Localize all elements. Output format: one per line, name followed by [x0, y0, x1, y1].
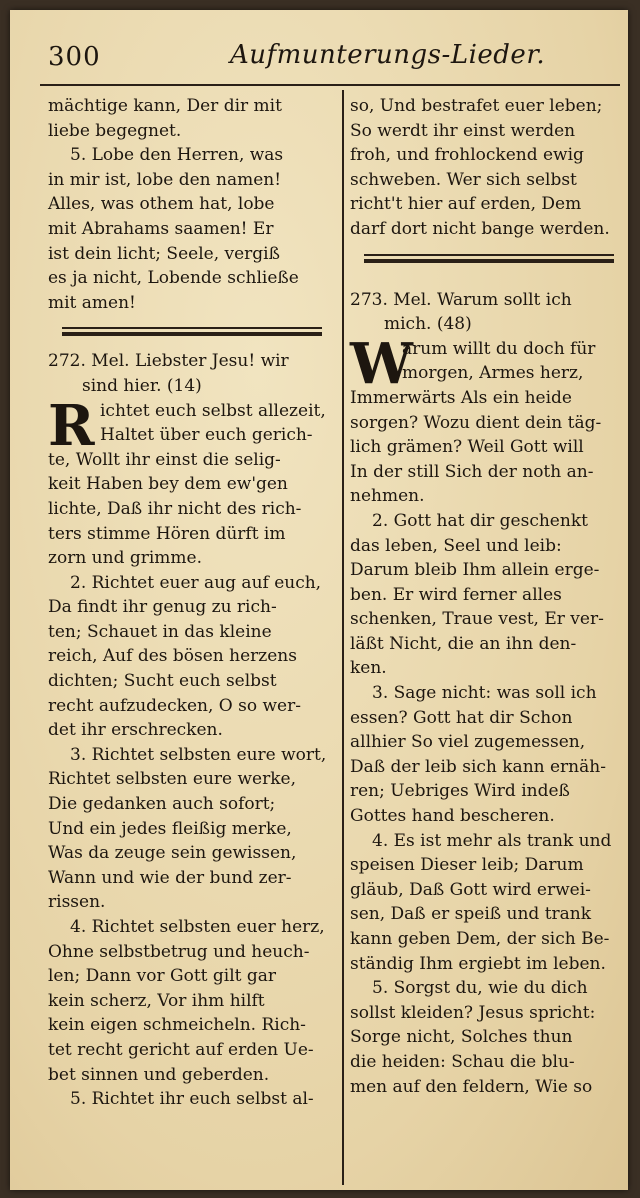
text-line: ist dein licht; Seele, vergiß [48, 243, 280, 264]
page-number: 300 [48, 42, 101, 72]
hymn-heading-line: 273. Mel. Warum sollt ich [350, 289, 572, 310]
text-line: Haltet über euch gerich- [100, 425, 313, 446]
text-line: froh, und frohlockend ewig [350, 145, 584, 166]
text-line: Was da zeuge sein gewissen, [48, 843, 297, 864]
text-line: nehmen. [350, 486, 425, 507]
page-header [40, 38, 620, 82]
text-line: darf dort nicht bange werden. [350, 218, 610, 239]
text-line: ren; Uebriges Wird indeß [350, 781, 570, 802]
text-line: 4. Richtet selbsten euer herz, [70, 917, 325, 937]
text-line: tet recht gericht auf erden Ue- [48, 1039, 314, 1060]
section-divider [350, 242, 628, 288]
header-rule [40, 84, 620, 86]
hymn-272-body [48, 392, 336, 1112]
text-line: ben. Er wird ferner alles [350, 584, 562, 605]
text-line: liebe begegnet. [48, 120, 182, 141]
running-head: Aufmunterungs-Lieder. [230, 40, 546, 70]
hymn-273-heading [350, 288, 628, 337]
text-line: 3. Sage nicht: was soll ich [372, 683, 597, 704]
text-line: richt't hier auf erden, Dem [350, 194, 582, 215]
text-line: läßt Nicht, die an ihn den- [350, 633, 577, 654]
text-line: mächtige kann, Der dir mit [48, 96, 282, 116]
drop-cap: R [48, 392, 95, 459]
text-line: det ihr erschrecken. [48, 720, 223, 741]
text-line: men auf den feldern, Wie so [350, 1076, 593, 1097]
hymn-heading-line: 272. Mel. Liebster Jesu! wir [48, 351, 289, 372]
text-line: ters stimme Hören dürft im [48, 523, 286, 544]
text-line: mit amen! [48, 292, 136, 313]
text-line: Da findt ihr genug zu rich- [48, 597, 277, 618]
text-line: sollst kleiden? Jesus spricht: [350, 1002, 596, 1023]
text-line: Die gedanken auch sofort; [48, 794, 276, 815]
hymn-272-heading [48, 349, 336, 398]
text-line: 2. Richtet euer aug auf euch, [70, 572, 322, 593]
verse-5 [48, 143, 336, 315]
text-line: mit Abrahams saamen! Er [48, 218, 274, 239]
text-line: lich grämen? Weil Gott will [350, 437, 584, 458]
text-line: es ja nicht, Lobende schließe [48, 268, 299, 289]
text-line: speisen Dieser leib; Darum [350, 855, 584, 876]
text-line: Wann und wie der bund zer- [48, 867, 292, 888]
text-line: schweben. Wer sich selbst [350, 169, 577, 190]
text-line: Darum bleib Ihm allein erge- [350, 560, 600, 581]
text-line: gläub, Daß Gott wird erwei- [350, 879, 591, 900]
text-line: In der still Sich der noth an- [350, 461, 594, 482]
text-line: rissen. [48, 892, 106, 913]
text-line: sen, Daß er speiß und trank [350, 904, 592, 925]
text-line: schenken, Traue vest, Er ver- [350, 609, 604, 630]
text-line: 4. Es ist mehr als trank und [372, 830, 612, 851]
text-line: kein scherz, Vor ihm hilft [48, 990, 265, 1011]
text-line: ken. [350, 658, 387, 679]
first-line-text: ichtet euch selbst allezeit, [100, 400, 326, 421]
text-line: dichten; Sucht euch selbst [48, 671, 277, 692]
text-line: Und ein jedes fleißig merke, [48, 818, 292, 839]
text-line: reich, Auf des bösen herzens [48, 646, 297, 667]
text-line: keit Haben bey dem ew'gen [48, 474, 288, 495]
hymn-heading-line: mich. (48) [384, 314, 472, 335]
left-column [48, 94, 336, 1112]
text-line: recht aufzudecken, O so wer- [48, 695, 301, 716]
text-line: morgen, Armes herz, [402, 363, 584, 384]
hymn-heading-line: sind hier. (14) [82, 375, 202, 396]
book-page [10, 10, 628, 1190]
text-line: kann geben Dem, der sich Be- [350, 929, 610, 949]
text-line: so, Und bestrafet euer leben; [350, 96, 603, 116]
text-line: die heiden: Schau die blu- [350, 1051, 575, 1072]
text-line: essen? Gott hat dir Schon [350, 707, 573, 728]
text-line: Gottes hand bescheren. [350, 806, 555, 827]
text-line: 5. Lobe den Herren, was [70, 145, 284, 166]
text-line: Daß der leib sich kann ernäh- [350, 756, 606, 777]
text-line: ten; Schauet in das kleine [48, 621, 272, 642]
text-line: Ohne selbstbetrug und heuch- [48, 941, 310, 962]
text-line: kein eigen schmeicheln. Rich- [48, 1015, 306, 1036]
text-line: sorgen? Wozu dient dein täg- [350, 412, 602, 433]
first-line-text: arum willt du doch für [402, 338, 596, 359]
text-line: Richtet selbsten eure werke, [48, 769, 297, 790]
text-line: allhier So viel zugemessen, [350, 732, 586, 753]
text-line: Sorge nicht, Solches thun [350, 1027, 573, 1048]
text-line: in mir ist, lobe den namen! [48, 169, 282, 190]
text-line: Immerwärts Als ein heide [350, 387, 572, 408]
text-line: Alles, was othem hat, lobe [48, 194, 275, 215]
text-line: te, Wollt ihr einst die selig- [48, 449, 281, 470]
text-line: 5. Sorgst du, wie du dich [372, 978, 588, 999]
hymn-273-body [350, 330, 628, 1099]
section-divider [48, 315, 336, 349]
text-line: bet sinnen und geberden. [48, 1064, 270, 1085]
text-line: 5. Richtet ihr euch selbst al- [70, 1089, 314, 1110]
text-line: das leben, Seel und leib: [350, 535, 562, 556]
text-line: len; Dann vor Gott gilt gar [48, 966, 277, 987]
text-line: So werdt ihr einst werden [350, 120, 576, 141]
text-line: lichte, Daß ihr nicht des rich- [48, 498, 302, 519]
drop-cap: W [350, 330, 413, 397]
text-line: 3. Richtet selbsten eure wort, [70, 744, 327, 765]
continued-verse [350, 94, 628, 242]
text-line: ständig Ihm ergiebt im leben. [350, 953, 606, 974]
continued-verse [48, 94, 336, 143]
right-column [350, 94, 628, 1099]
column-rule [342, 90, 344, 1185]
text-line: zorn und grimme. [48, 548, 203, 569]
text-line: 2. Gott hat dir geschenkt [372, 510, 588, 531]
